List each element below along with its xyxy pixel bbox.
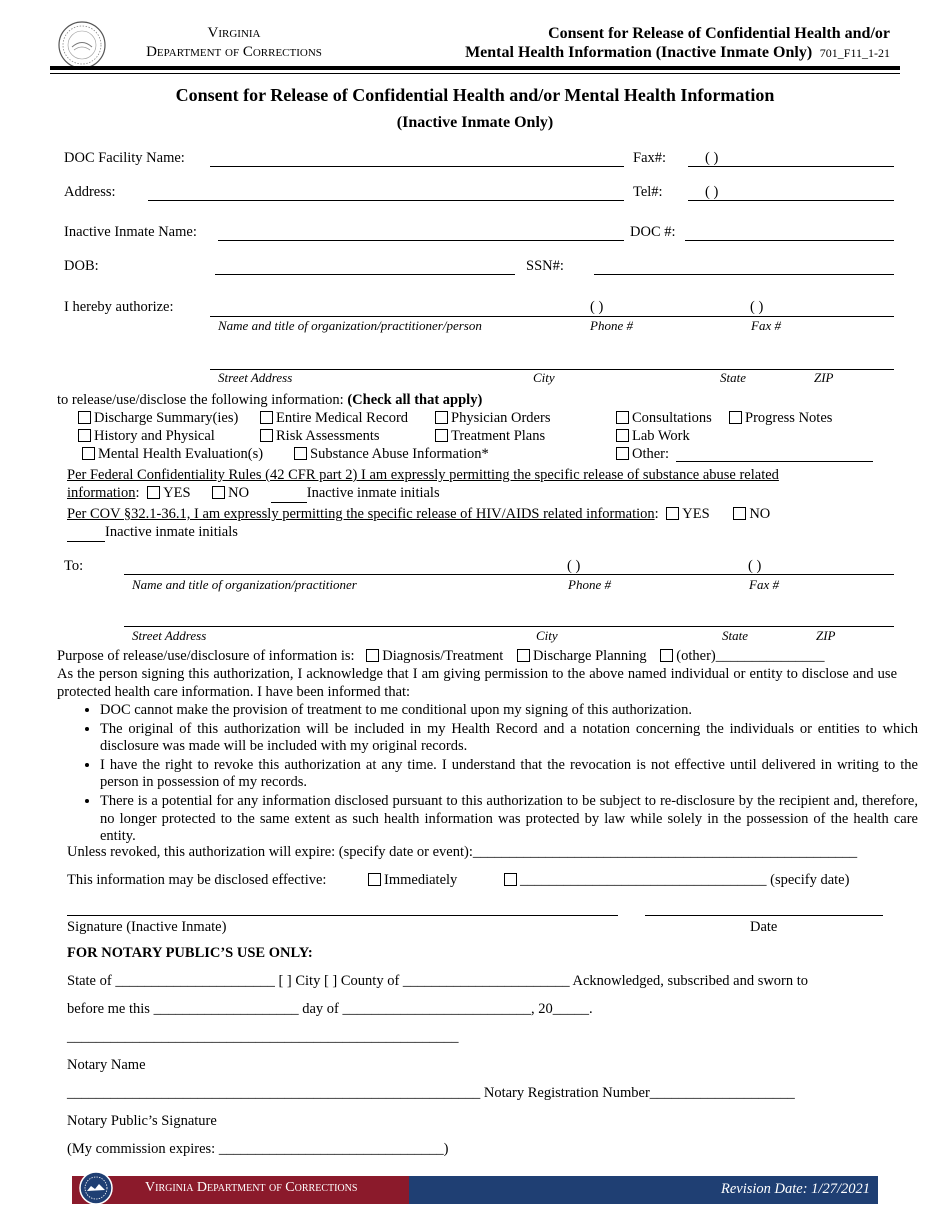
option-label: History and Physical: [94, 428, 215, 444]
option-entire-record[interactable]: [260, 410, 408, 427]
header-title-line2-group: [465, 44, 890, 62]
option-label: Other:: [632, 446, 670, 462]
address-label: Address:: [64, 184, 116, 200]
cov-initials-row: [67, 524, 238, 542]
option-label: Progress Notes: [745, 410, 833, 426]
date-input[interactable]: [645, 915, 883, 916]
purpose-label: Purpose of release/use/disclosure of information is:: [57, 648, 355, 664]
doc-seal-logo: [57, 20, 107, 70]
form-number: 701_F11_1-21: [819, 46, 890, 60]
to-phone-caption: Phone #: [568, 577, 611, 592]
doc-number-input[interactable]: [685, 240, 894, 241]
ssn-input[interactable]: [594, 274, 894, 275]
option-mental-health[interactable]: [82, 446, 263, 463]
cov-initials-label: Inactive inmate initials: [105, 524, 238, 540]
other-input[interactable]: [676, 461, 873, 462]
org-name-line1: Virginia: [207, 25, 261, 41]
facility-input[interactable]: [210, 166, 624, 167]
fax-input[interactable]: [688, 166, 894, 167]
federal-statement-end: information: [67, 485, 136, 501]
effective-immediately-checkbox[interactable]: [368, 873, 381, 886]
cov-yes-checkbox[interactable]: [666, 507, 679, 520]
federal-yes-checkbox[interactable]: [147, 486, 160, 499]
effective-immediately[interactable]: [368, 872, 457, 889]
option-label: Lab Work: [632, 428, 690, 444]
federal-initials-label: Inactive inmate initials: [306, 485, 440, 501]
org-name-line2: Department of Corrections: [146, 44, 322, 60]
address-input[interactable]: [148, 200, 624, 201]
option-progress-notes[interactable]: [729, 410, 832, 427]
footer-revision-date: Revision Date: 1/27/2021: [720, 1181, 870, 1197]
to-street-caption: Street Address: [132, 628, 207, 643]
federal-colon: :: [135, 485, 140, 501]
release-intro: [57, 392, 482, 409]
option-history-physical[interactable]: [78, 428, 215, 445]
notary-commission-line[interactable]: (My commission expires: _______________________________): [67, 1141, 449, 1157]
federal-initials-input[interactable]: [271, 485, 307, 503]
option-label: Entire Medical Record: [276, 410, 409, 426]
checkbox[interactable]: [78, 411, 91, 424]
acknowledgement-paragraph: As the person signing this authorization, I acknowledge that I am giving permission to the above named individual or entity to disclose and use protected health care information. I have been informed that:: [57, 666, 897, 700]
cov-no-checkbox[interactable]: [733, 507, 746, 520]
option-risk-assessments[interactable]: [260, 428, 380, 445]
footer-seal-icon: [78, 1170, 114, 1206]
purpose-discharge-label: Discharge Planning: [532, 648, 647, 664]
authorize-phone-area: ( ): [590, 299, 604, 315]
to-state-caption: State: [722, 628, 748, 643]
notary-date-line: before me this ____________________ day of __________________________, 20_____.: [67, 1001, 593, 1017]
dob-label: DOB:: [64, 258, 99, 274]
checkbox[interactable]: [616, 429, 629, 442]
checkbox[interactable]: [729, 411, 742, 424]
effective-immediately-label: Immediately: [384, 872, 458, 888]
form-subtitle: (Inactive Inmate Only): [396, 114, 554, 131]
checkbox[interactable]: [78, 429, 91, 442]
to-fax-caption: Fax #: [749, 577, 779, 592]
tel-area-code: ( ): [705, 184, 719, 200]
effective-specify-checkbox[interactable]: [504, 873, 517, 886]
option-label: Consultations: [632, 410, 712, 426]
dob-input[interactable]: [215, 274, 515, 275]
purpose-other-checkbox[interactable]: [660, 649, 673, 662]
authorize-label: I hereby authorize:: [64, 299, 174, 315]
to-name-input[interactable]: [124, 574, 894, 575]
form-title: Consent for Release of Confidential Health and/or Mental Health Information: [175, 85, 775, 105]
option-consultations[interactable]: [616, 410, 712, 427]
authorize-name-caption: Name and title of organization/practitioner/person: [218, 318, 482, 333]
purpose-discharge-checkbox[interactable]: [517, 649, 530, 662]
to-zip-caption: ZIP: [816, 628, 836, 643]
option-label: Discharge Summary(ies): [94, 410, 239, 426]
date-label: Date: [750, 919, 778, 935]
checkbox[interactable]: [82, 447, 95, 460]
option-label: Treatment Plans: [451, 428, 546, 444]
release-intro-bold: (Check all that apply): [347, 392, 483, 408]
notary-state-line: State of ______________________ [ ] City [ ] County of _______________________ Acknowledged, subscribed and sworn to: [67, 973, 809, 989]
checkbox[interactable]: [260, 411, 273, 424]
effective-specify[interactable]: [504, 872, 849, 889]
footer-org-name: Virginia Department of Corrections: [145, 1180, 358, 1195]
checkbox[interactable]: [616, 447, 629, 460]
inmate-name-input[interactable]: [218, 240, 624, 241]
fax-label: Fax#:: [633, 150, 667, 166]
purpose-diagnosis-checkbox[interactable]: [366, 649, 379, 662]
authorize-zip-caption: ZIP: [814, 370, 834, 385]
option-substance-abuse[interactable]: [294, 446, 489, 463]
checkbox[interactable]: [435, 429, 448, 442]
header-rule-thick: [50, 66, 900, 70]
option-label: Physician Orders: [451, 410, 551, 426]
acknowledgement-list: [66, 702, 918, 847]
authorize-name-input[interactable]: [210, 316, 894, 317]
to-name-caption: Name and title of organization/practitioner: [132, 577, 357, 592]
federal-answer-row: [67, 485, 440, 503]
notary-name-input[interactable]: ______________________________________________________: [67, 1029, 459, 1045]
option-treatment-plans[interactable]: [435, 428, 545, 445]
inmate-name-label: Inactive Inmate Name:: [64, 224, 197, 240]
facility-label: DOC Facility Name:: [64, 150, 185, 166]
option-other[interactable]: [616, 446, 669, 463]
tel-input[interactable]: [688, 200, 894, 201]
cov-answer-row: [67, 506, 770, 523]
purpose-row: [57, 648, 824, 665]
option-discharge[interactable]: [78, 410, 238, 427]
cov-initials-input[interactable]: [67, 524, 105, 542]
acknowledgement-bullet: • The original of this authorization will be included in my Health Record and a notation concerning the individuals or entities to which disclosure was made will be included with my original records.: [100, 721, 918, 756]
checkbox[interactable]: [435, 411, 448, 424]
doc-number-label: DOC #:: [630, 224, 676, 240]
option-physician-orders[interactable]: [435, 410, 550, 427]
checkbox[interactable]: [294, 447, 307, 460]
acknowledgement-bullet: • There is a potential for any information disclosed pursuant to this authorization to be subject to re-disclosure by the recipient and, therefore, no longer protected to the same extent as such health information was protected by law while solely in the possession of the health care entity.: [100, 793, 918, 846]
fax-area-code: ( ): [705, 150, 719, 166]
option-label: Risk Assessments: [276, 428, 380, 444]
authorize-state-caption: State: [720, 370, 746, 385]
notary-signature-label: Notary Public’s Signature: [67, 1113, 217, 1129]
option-label: Mental Health Evaluation(s): [98, 446, 264, 462]
option-lab-work[interactable]: [616, 428, 690, 445]
checkbox[interactable]: [260, 429, 273, 442]
authorize-street-caption: Street Address: [218, 370, 293, 385]
authorize-phone-caption: Phone #: [590, 318, 633, 333]
federal-no-checkbox[interactable]: [212, 486, 225, 499]
tel-label: Tel#:: [633, 184, 663, 200]
expiration-line: Unless revoked, this authorization will expire: (specify date or event):_____________________________________________________: [67, 844, 858, 860]
ssn-label: SSN#:: [526, 258, 564, 274]
to-label: To:: [64, 558, 84, 574]
to-phone-area: ( ): [567, 558, 581, 574]
header-rule-thin: [50, 73, 900, 74]
signature-input[interactable]: [67, 915, 618, 916]
effective-label: This information may be disclosed effective:: [67, 872, 327, 888]
effective-specify-label: __________________________________ (specify date): [520, 872, 850, 888]
notary-registration-line[interactable]: _________________________________________________________ Notary Registration Number____________________: [67, 1085, 795, 1101]
cov-yes-label: YES: [682, 506, 710, 522]
purpose-other-label: (other)_______________: [676, 648, 825, 664]
header-title-line1: Consent for Release of Confidential Health and/or: [548, 25, 890, 42]
cov-colon: :: [654, 506, 659, 522]
purpose-diagnosis-label: Diagnosis/Treatment: [382, 648, 504, 664]
acknowledgement-bullet: • DOC cannot make the provision of treatment to me conditional upon my signing of this authorization.: [100, 702, 918, 720]
release-intro-text: to release/use/disclose the following information:: [57, 392, 348, 408]
cov-statement: Per COV §32.1-36.1, I am expressly permitting the specific release of HIV/AIDS related information: [67, 506, 655, 522]
authorize-fax-area: ( ): [750, 299, 764, 315]
header-title-line2: Mental Health Information (Inactive Inmate Only): [465, 44, 813, 61]
option-label: Substance Abuse Information*: [310, 446, 489, 462]
federal-no-label: NO: [228, 485, 250, 501]
to-city-caption: City: [536, 628, 558, 643]
to-fax-area: ( ): [748, 558, 762, 574]
federal-yes-label: YES: [163, 485, 191, 501]
notary-name-label: Notary Name: [67, 1057, 146, 1073]
acknowledgement-bullet: • I have the right to revoke this authorization at any time. I understand that the revocation is not effective until delivered in writing to the person in possession of my records.: [100, 757, 918, 792]
checkbox[interactable]: [616, 411, 629, 424]
signature-label: Signature (Inactive Inmate): [67, 919, 227, 935]
authorize-city-caption: City: [533, 370, 555, 385]
authorize-fax-caption: Fax #: [751, 318, 781, 333]
to-address-input[interactable]: [124, 626, 894, 627]
notary-heading: FOR NOTARY PUBLIC’S USE ONLY:: [67, 945, 313, 961]
federal-statement: Per Federal Confidentiality Rules (42 CFR part 2) I am expressly permitting the specific release of substance abuse related: [67, 467, 779, 483]
cov-no-label: NO: [749, 506, 771, 522]
